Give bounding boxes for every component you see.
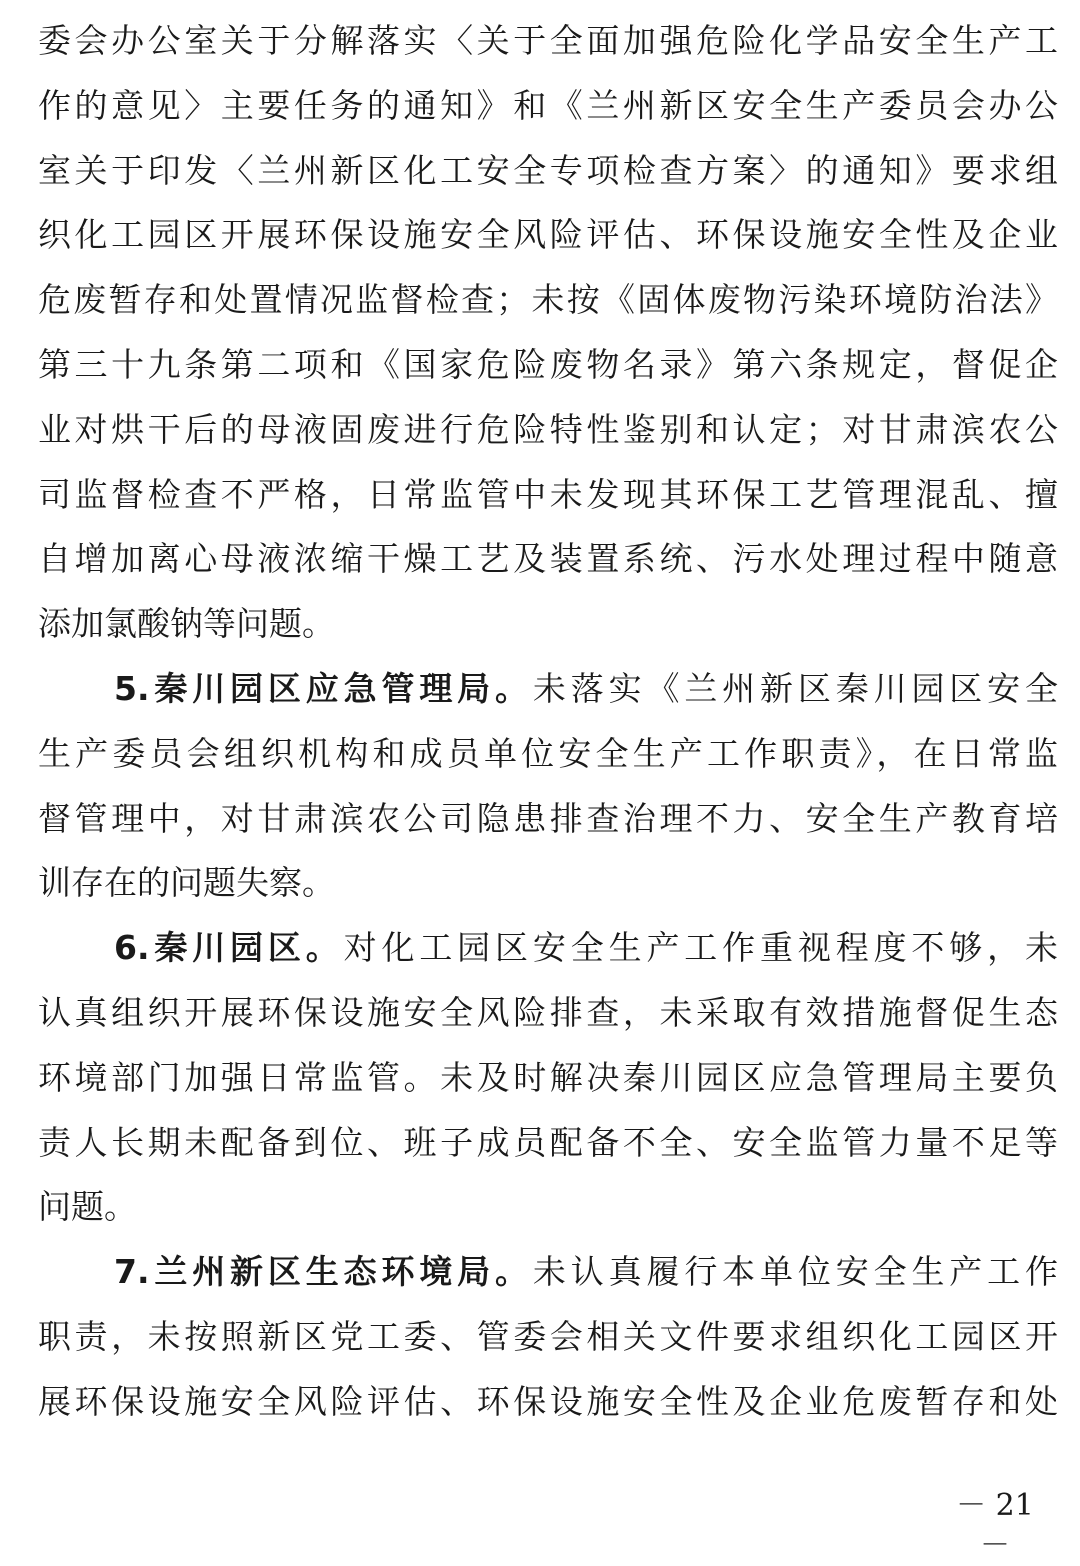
text-line: 展环保设施安全风险评估、环保设施安全性及企业危废暂存和处 <box>38 1381 1058 1421</box>
text-line: 问题。 <box>38 1187 137 1227</box>
section-7-first-line <box>38 1240 1058 1305</box>
text-line: 添加氯酸钠等问题。 <box>38 604 335 644</box>
text-line: 作的意见〉主要任务的通知》和《兰州新区安全生产委员会办公 <box>38 85 1058 125</box>
section-6-text: 对化工园区安全生产工作重视程度不够，未 <box>343 928 1059 968</box>
text-line: 督管理中，对甘肃滨农公司隐患排查治理不力、安全生产教育培 <box>38 798 1058 838</box>
text-line: 职责，未按照新区党工委、管委会相关文件要求组织化工园区开 <box>38 1316 1058 1356</box>
text-line: 室关于印发〈兰州新区化工安全专项检查方案〉的通知》要求组 <box>38 150 1058 190</box>
body-text <box>38 9 1058 1435</box>
text-line: 责人长期未配备到位、班子成员配备不全、安全监管力量不足等 <box>38 1122 1058 1162</box>
section-7-text: 未认真履行本单位安全生产工作 <box>532 1252 1059 1292</box>
text-line: 委会办公室关于分解落实〈关于全面加强危险化学品安全生产工 <box>38 21 1058 60</box>
text-line: 织化工园区开展环保设施安全风险评估、环保设施安全性及企业 <box>38 215 1058 255</box>
text-line: 司监督检查不严格，日常监管中未发现其环保工艺管理混乱、擅 <box>38 474 1058 514</box>
text-line: 第三十九条第二项和《国家危险废物名录》第六条规定，督促企 <box>38 344 1058 384</box>
text-line: 认真组织开展环保设施安全风险排查，未采取有效措施督促生态 <box>38 992 1058 1032</box>
section-5-first-line <box>38 657 1058 722</box>
section-7-heading: 7.兰州新区生态环境局。 <box>114 1252 533 1292</box>
section-6-heading: 6.秦川园区。 <box>114 928 344 968</box>
text-line: 自增加离心母液浓缩干燥工艺及装置系统、污水处理过程中随意 <box>38 539 1058 579</box>
section-6-first-line <box>38 916 1058 981</box>
text-line: 训存在的问题失察。 <box>38 863 335 903</box>
text-line: 环境部门加强日常监管。未及时解决秦川园区应急管理局主要负 <box>38 1057 1058 1097</box>
page-number: － 21 － <box>956 1488 1034 1563</box>
text-line: 危废暂存和处置情况监督检查；未按《固体废物污染环境防治法》 <box>38 280 1058 320</box>
text-line: 生产委员会组织机构和成员单位安全生产工作职责》，在日常监 <box>38 733 1058 773</box>
section-5-heading: 5.秦川园区应急管理局。 <box>114 668 533 708</box>
text-line: 业对烘干后的母液固废进行危险特性鉴别和认定；对甘肃滨农公 <box>38 409 1058 449</box>
section-5-text: 未落实《兰州新区秦川园区安全 <box>532 668 1059 708</box>
